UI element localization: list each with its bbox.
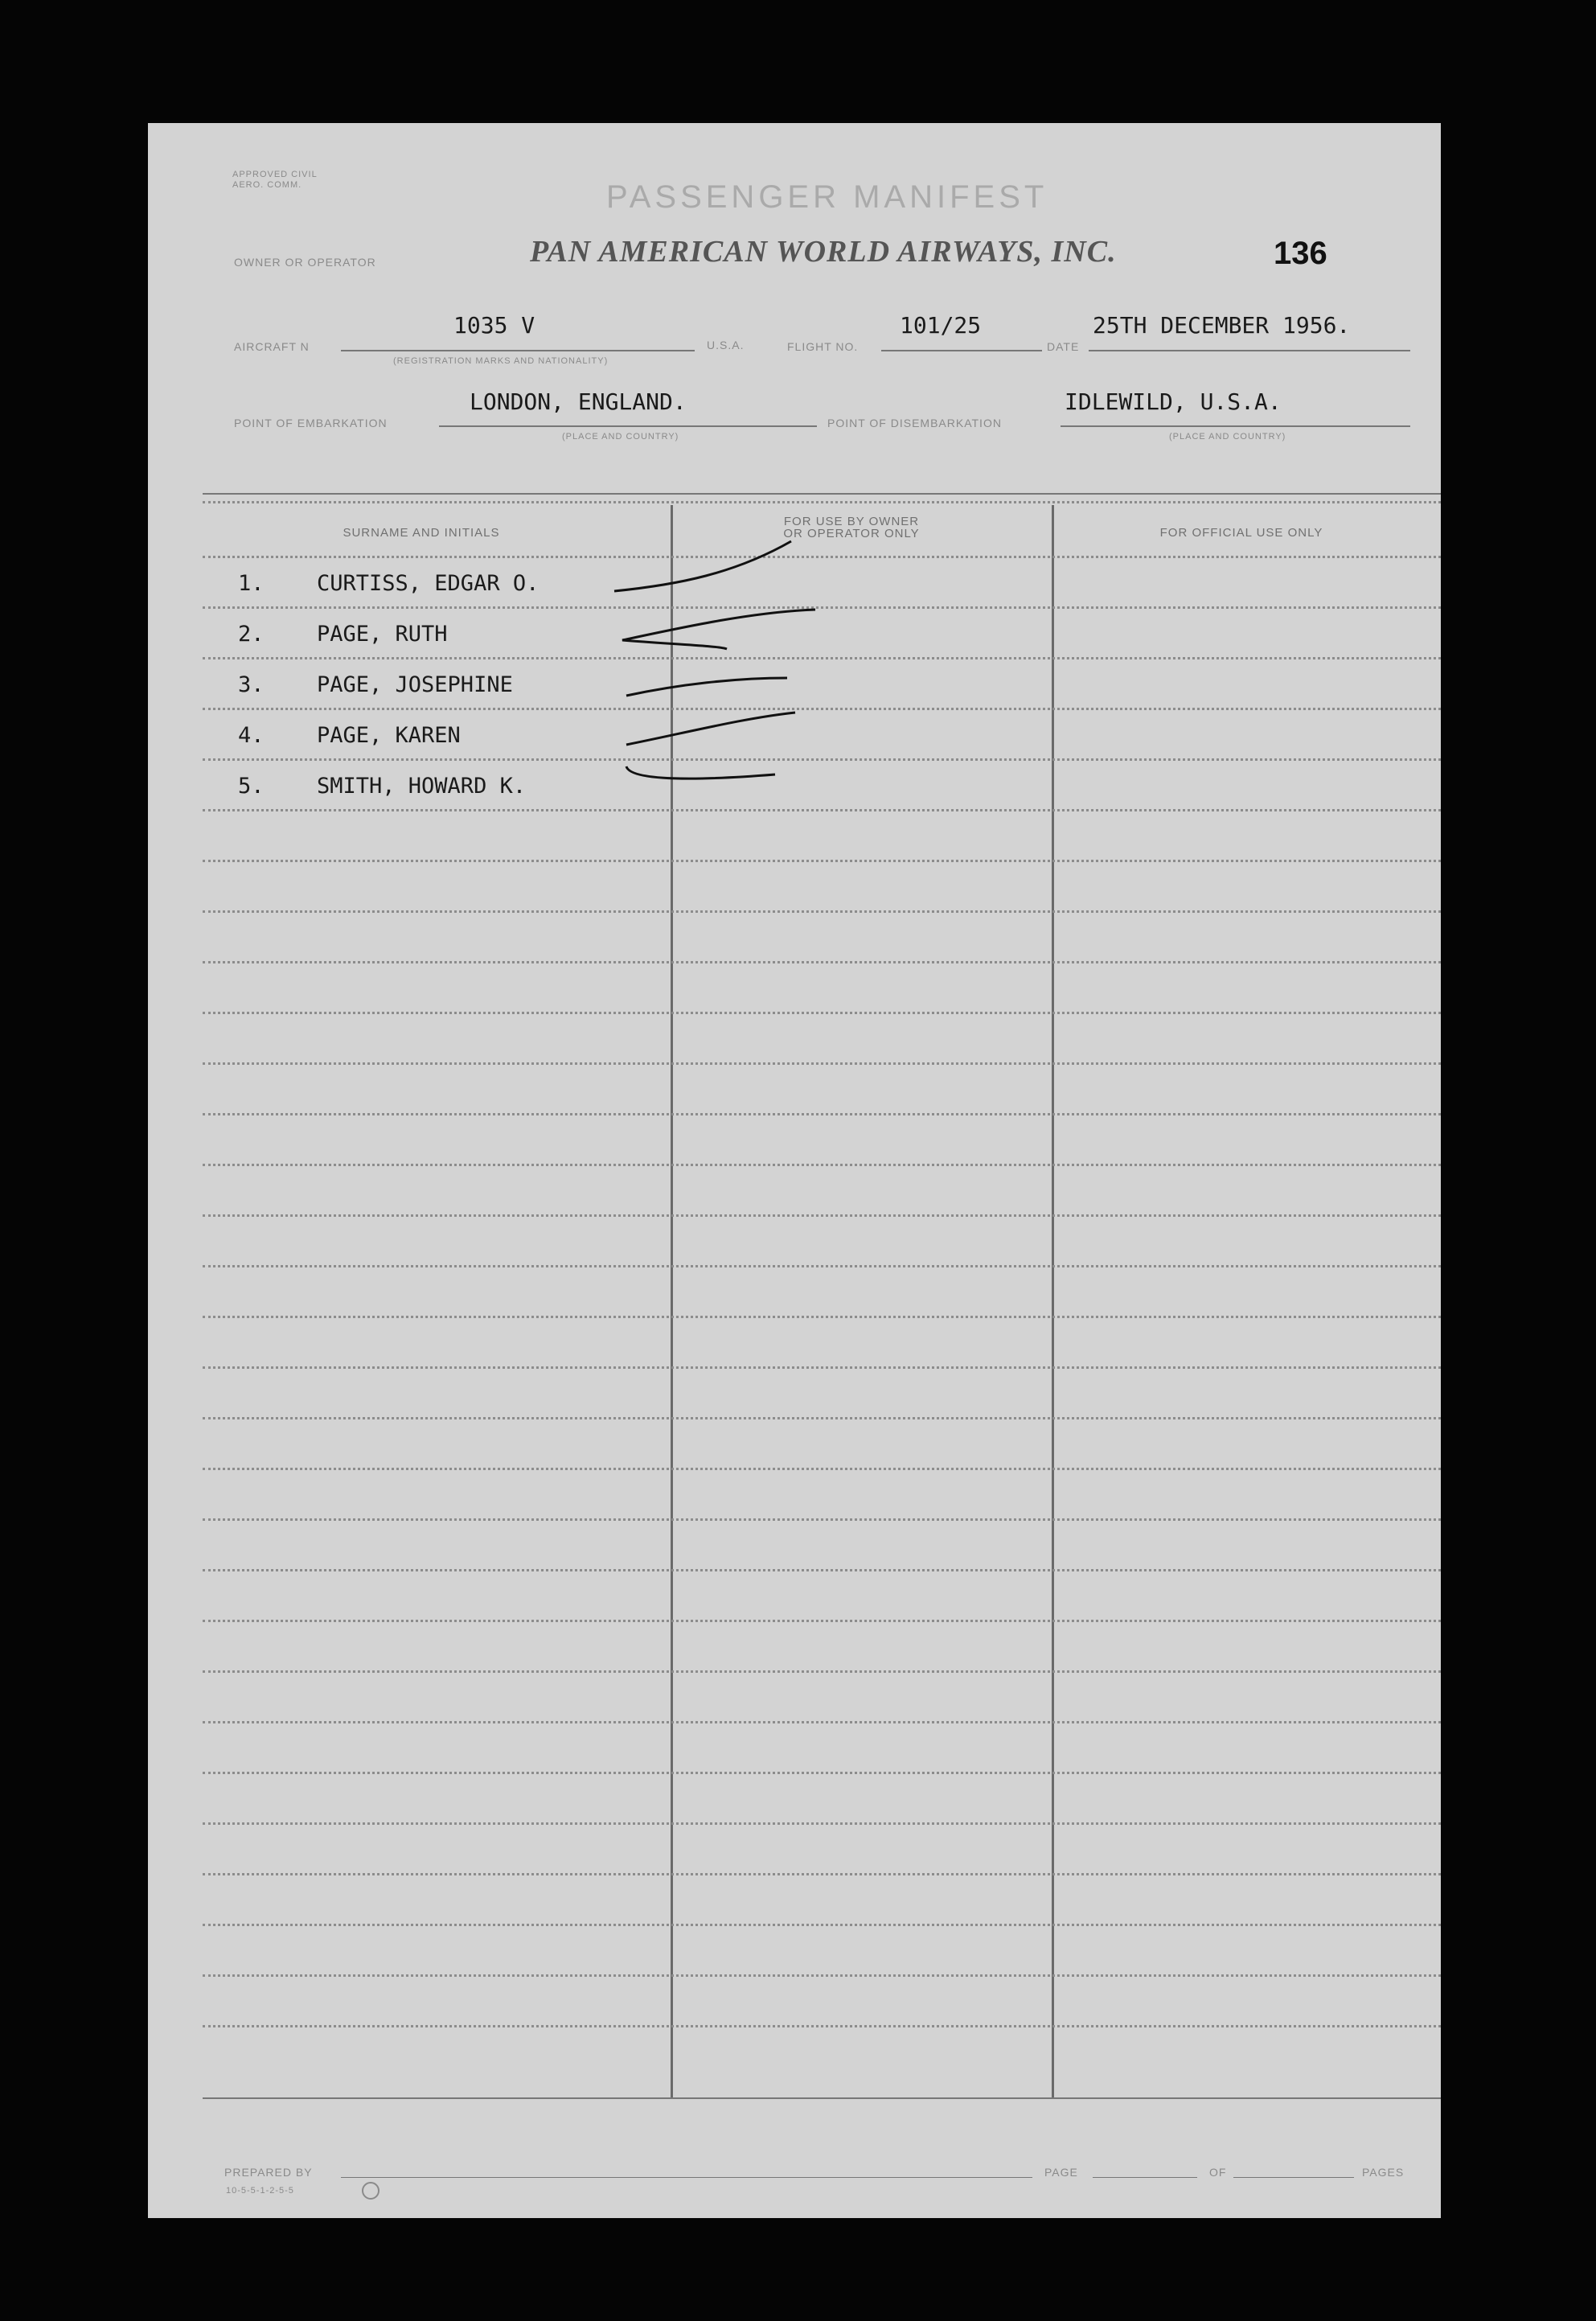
table-row-rule [203, 1316, 1441, 1318]
table-row-rule [203, 1569, 1441, 1571]
usa-label: U.S.A. [707, 339, 745, 351]
passenger-name: PAGE, KAREN [317, 723, 461, 748]
embarkation-value: LONDON, ENGLAND. [470, 388, 687, 415]
table-bottom-rule [203, 2097, 1441, 2099]
manifest-sheet [148, 123, 1441, 2218]
row-number: 5. [238, 774, 265, 799]
footer-line-1 [341, 2177, 1032, 2178]
surname-column-header: SURNAME AND INITIALS [343, 526, 500, 540]
passenger-name: PAGE, RUTH [317, 622, 448, 647]
passenger-name: PAGE, JOSEPHINE [317, 672, 513, 697]
table-row-rule [203, 1924, 1441, 1926]
of-label: OF [1209, 2166, 1227, 2179]
form-title: PASSENGER MANIFEST [606, 179, 1048, 215]
owner-label: OWNER OR OPERATOR [234, 256, 376, 269]
table-row-rule [203, 1974, 1441, 1977]
pages-label: PAGES [1362, 2166, 1405, 2179]
passenger-name: CURTISS, EDGAR O. [317, 571, 540, 596]
table-row-rule [203, 2025, 1441, 2027]
table-row-rule [203, 1620, 1441, 1622]
embarkation-label: POINT OF EMBARKATION [234, 417, 388, 429]
place-caption-left: (PLACE AND COUNTRY) [562, 432, 679, 442]
prepared-by-label: PREPARED BY [224, 2166, 313, 2179]
table-row-rule [203, 1012, 1441, 1014]
disembarkation-label: POINT OF DISEMBARKATION [827, 417, 1002, 429]
flight-underline [881, 350, 1042, 351]
flight-label: FLIGHT NO. [787, 340, 859, 353]
page-number: 136 [1274, 236, 1327, 271]
table-top-rule-2 [203, 501, 1441, 503]
aircraft-underline [341, 350, 695, 351]
table-row-rule [203, 1113, 1441, 1115]
table-row-rule [203, 1772, 1441, 1774]
table-row-rule [203, 1721, 1441, 1723]
table-row-rule [203, 1265, 1441, 1267]
flight-value: 101/25 [900, 312, 982, 339]
table-row-rule [203, 1062, 1441, 1065]
row-number: 2. [238, 622, 265, 647]
disembarkation-value: IDLEWILD, U.S.A. [1065, 388, 1282, 415]
footer-line-2 [1093, 2177, 1197, 2178]
table-row-rule [203, 1417, 1441, 1419]
place-caption-right: (PLACE AND COUNTRY) [1169, 432, 1286, 442]
footer-line-3 [1233, 2177, 1354, 2178]
aircraft-value: 1035 V [453, 312, 535, 339]
column-divider-2 [1052, 505, 1054, 2097]
table-row-rule [203, 1670, 1441, 1673]
date-label: DATE [1047, 340, 1080, 353]
row-number: 3. [238, 672, 265, 697]
row-number: 1. [238, 571, 265, 596]
table-row-rule [203, 1214, 1441, 1217]
table-row-rule [203, 1468, 1441, 1470]
official-column-header: FOR OFFICIAL USE ONLY [1159, 526, 1323, 540]
union-bug-icon [362, 2182, 380, 2200]
owner-column-header-line2: OR OPERATOR ONLY [783, 527, 920, 540]
page-label: PAGE [1044, 2166, 1078, 2179]
form-code: 10-5-5-1-2-5-5 [226, 2186, 294, 2196]
aircraft-label: AIRCRAFT N [234, 340, 310, 353]
date-value: 25TH DECEMBER 1956. [1093, 312, 1351, 339]
passenger-name: SMITH, HOWARD K. [317, 774, 527, 799]
table-row-rule [203, 1822, 1441, 1825]
table-row-rule [203, 961, 1441, 963]
handwritten-check-marks [582, 525, 936, 911]
table-row-rule [203, 1366, 1441, 1369]
date-underline [1089, 350, 1410, 351]
approved-stamp: APPROVED CIVIL AERO. COMM. [232, 170, 318, 190]
airline-name: PAN AMERICAN WORLD AIRWAYS, INC. [530, 235, 1117, 269]
table-row-rule [203, 1164, 1441, 1166]
embarkation-underline [439, 425, 817, 427]
table-row-rule [203, 1873, 1441, 1875]
owner-column-header-line1: FOR USE BY OWNER [783, 515, 920, 528]
disembarkation-underline [1061, 425, 1410, 427]
registration-caption: (REGISTRATION MARKS AND NATIONALITY) [393, 356, 609, 366]
table-top-rule [203, 493, 1441, 495]
table-row-rule [203, 1518, 1441, 1521]
row-number: 4. [238, 723, 265, 748]
